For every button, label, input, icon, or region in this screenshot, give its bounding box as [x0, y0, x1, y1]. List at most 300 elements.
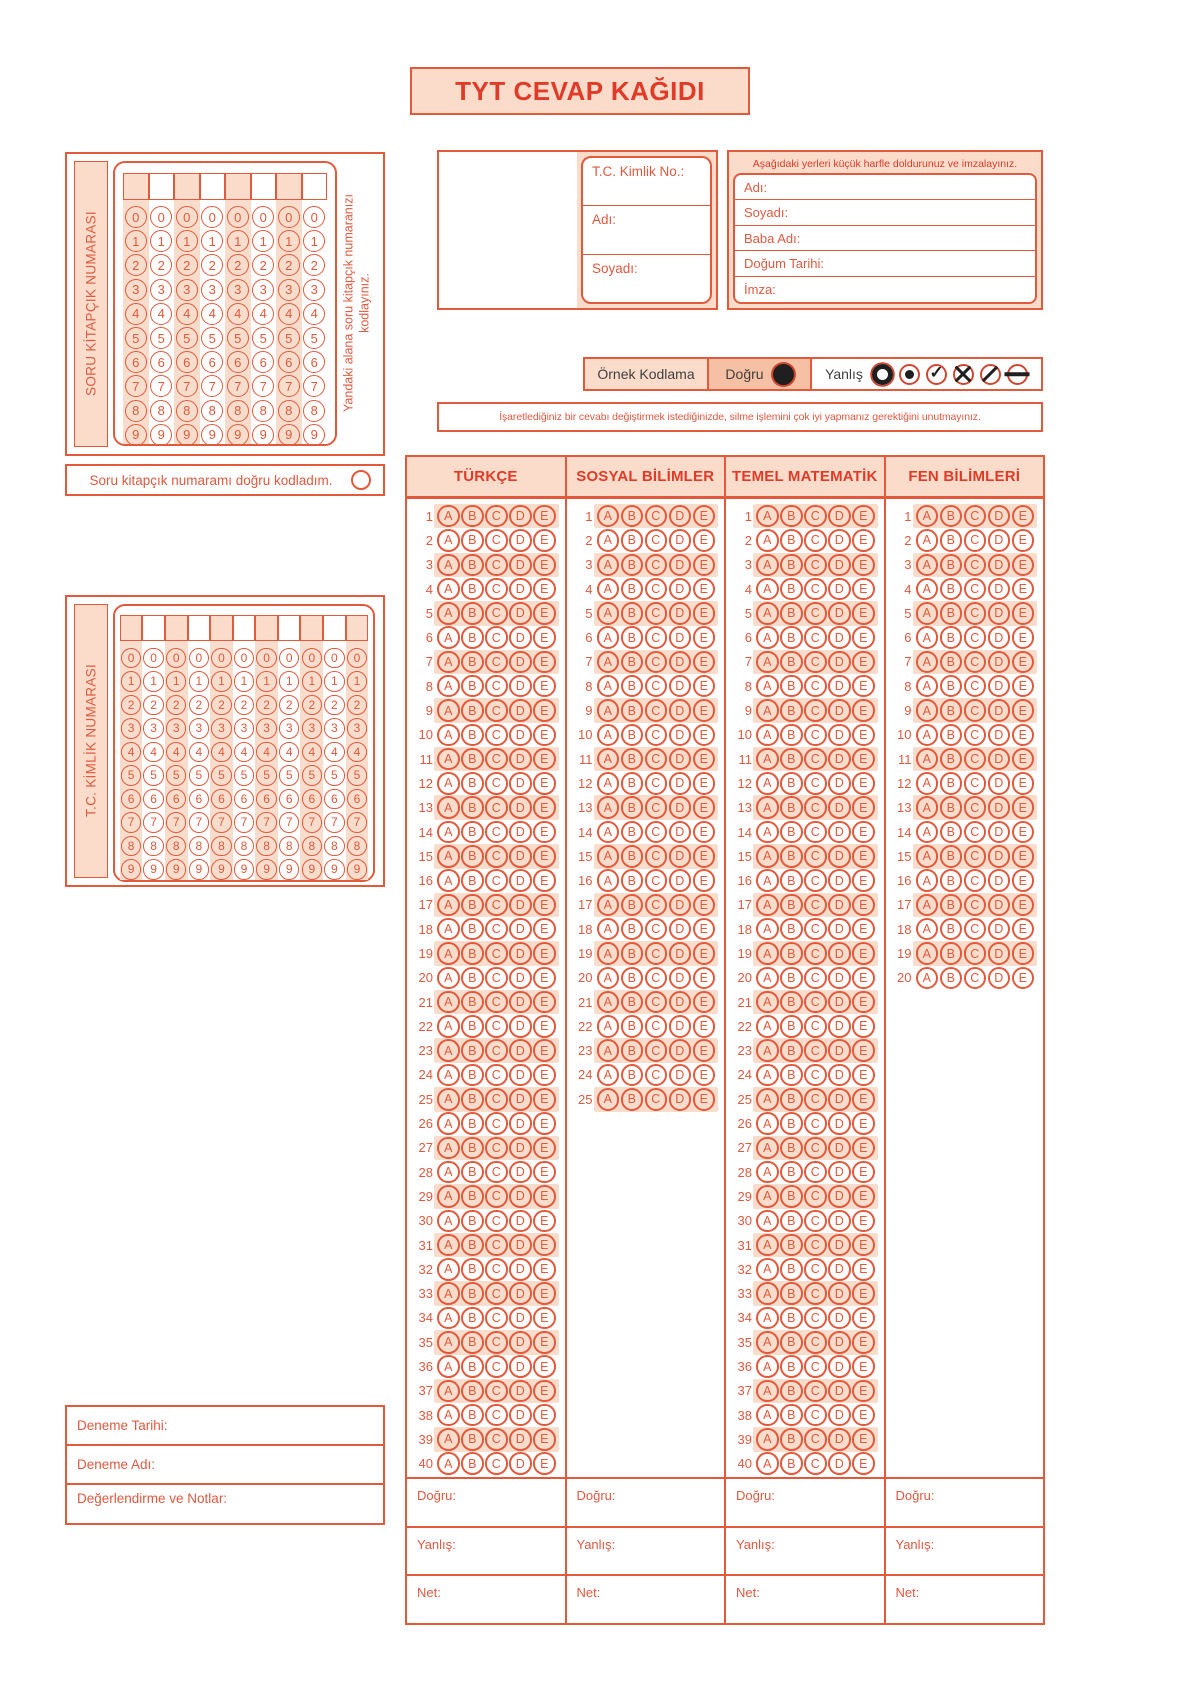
answer-bubble-3-16-E[interactable]: E	[852, 869, 875, 892]
answer-bubble-3-30-D[interactable]: D	[828, 1210, 851, 1233]
tc-id-digit-bubble-6-8[interactable]: 8	[234, 836, 255, 857]
answer-bubble-2-20-E[interactable]: E	[693, 967, 716, 990]
answer-bubble-3-36-C[interactable]: C	[804, 1355, 827, 1378]
answer-bubble-3-1-E[interactable]: E	[852, 505, 875, 528]
answer-bubble-1-34-B[interactable]: B	[461, 1307, 484, 1330]
answer-bubble-1-30-A[interactable]: A	[437, 1210, 460, 1233]
answer-bubble-4-2-E[interactable]: E	[1012, 529, 1035, 552]
answer-bubble-4-16-C[interactable]: C	[964, 869, 987, 892]
answer-bubble-2-2-A[interactable]: A	[597, 529, 620, 552]
tc-id-digit-bubble-1-6[interactable]: 6	[121, 789, 142, 810]
answer-bubble-1-17-A[interactable]: A	[437, 894, 460, 917]
answer-bubble-4-19-D[interactable]: D	[988, 942, 1011, 965]
answer-bubble-3-10-E[interactable]: E	[852, 724, 875, 747]
answer-bubble-4-2-D[interactable]: D	[988, 529, 1011, 552]
answer-bubble-1-15-D[interactable]: D	[509, 845, 532, 868]
answer-bubble-2-8-B[interactable]: B	[621, 675, 644, 698]
answer-bubble-4-1-E[interactable]: E	[1012, 505, 1035, 528]
tc-id-digit-bubble-4-3[interactable]: 3	[189, 718, 210, 739]
answer-bubble-2-4-B[interactable]: B	[621, 578, 644, 601]
answer-bubble-4-20-B[interactable]: B	[940, 967, 963, 990]
tc-id-digit-bubble-11-5[interactable]: 5	[347, 765, 368, 786]
booklet-digit-bubble-2-3[interactable]: 3	[150, 279, 172, 301]
answer-bubble-3-23-D[interactable]: D	[828, 1039, 851, 1062]
answer-bubble-2-7-D[interactable]: D	[669, 651, 692, 674]
tc-id-digit-bubble-1-2[interactable]: 2	[121, 695, 142, 716]
answer-bubble-3-29-B[interactable]: B	[780, 1185, 803, 1208]
tc-id-digit-bubble-6-7[interactable]: 7	[234, 812, 255, 833]
answer-bubble-2-21-E[interactable]: E	[693, 991, 716, 1014]
answer-bubble-4-8-B[interactable]: B	[940, 675, 963, 698]
answer-bubble-3-19-B[interactable]: B	[780, 942, 803, 965]
answer-bubble-2-4-A[interactable]: A	[597, 578, 620, 601]
answer-bubble-4-5-D[interactable]: D	[988, 602, 1011, 625]
answer-bubble-1-34-E[interactable]: E	[533, 1307, 556, 1330]
answer-bubble-3-8-B[interactable]: B	[780, 675, 803, 698]
answer-bubble-3-17-E[interactable]: E	[852, 894, 875, 917]
answer-bubble-2-1-E[interactable]: E	[693, 505, 716, 528]
answer-bubble-1-11-C[interactable]: C	[485, 748, 508, 771]
answer-bubble-4-12-B[interactable]: B	[940, 772, 963, 795]
answer-bubble-3-20-E[interactable]: E	[852, 967, 875, 990]
answer-bubble-4-20-A[interactable]: A	[916, 967, 939, 990]
answer-bubble-4-2-A[interactable]: A	[916, 529, 939, 552]
tc-id-digit-bubble-7-1[interactable]: 1	[256, 671, 277, 692]
answer-bubble-1-5-A[interactable]: A	[437, 602, 460, 625]
answer-bubble-3-16-D[interactable]: D	[828, 869, 851, 892]
answer-bubble-1-31-B[interactable]: B	[461, 1234, 484, 1257]
answer-bubble-4-5-A[interactable]: A	[916, 602, 939, 625]
answer-bubble-2-20-C[interactable]: C	[645, 967, 668, 990]
answer-bubble-2-5-A[interactable]: A	[597, 602, 620, 625]
answer-bubble-1-22-E[interactable]: E	[533, 1015, 556, 1038]
answer-bubble-3-17-B[interactable]: B	[780, 894, 803, 917]
booklet-digit-bubble-8-3[interactable]: 3	[303, 279, 325, 301]
answer-bubble-2-14-E[interactable]: E	[693, 821, 716, 844]
answer-bubble-2-23-D[interactable]: D	[669, 1039, 692, 1062]
answer-bubble-3-35-B[interactable]: B	[780, 1331, 803, 1354]
answer-bubble-2-10-B[interactable]: B	[621, 724, 644, 747]
answer-bubble-2-8-A[interactable]: A	[597, 675, 620, 698]
answer-bubble-1-16-D[interactable]: D	[509, 869, 532, 892]
answer-bubble-2-5-B[interactable]: B	[621, 602, 644, 625]
answer-bubble-1-24-E[interactable]: E	[533, 1064, 556, 1087]
answer-bubble-3-2-C[interactable]: C	[804, 529, 827, 552]
answer-bubble-3-18-C[interactable]: C	[804, 918, 827, 941]
answer-bubble-1-33-B[interactable]: B	[461, 1282, 484, 1305]
answer-bubble-3-34-B[interactable]: B	[780, 1307, 803, 1330]
tc-id-digit-bubble-11-3[interactable]: 3	[347, 718, 368, 739]
answer-bubble-1-27-E[interactable]: E	[533, 1137, 556, 1160]
answer-bubble-4-7-E[interactable]: E	[1012, 651, 1035, 674]
answer-bubble-3-26-C[interactable]: C	[804, 1112, 827, 1135]
tc-id-digit-bubble-11-1[interactable]: 1	[347, 671, 368, 692]
answer-bubble-3-14-B[interactable]: B	[780, 821, 803, 844]
booklet-write-box-8[interactable]	[302, 173, 328, 200]
id-field-3[interactable]: Soyadı:	[592, 260, 638, 276]
answer-bubble-3-32-A[interactable]: A	[756, 1258, 779, 1281]
answer-bubble-2-3-C[interactable]: C	[645, 554, 668, 577]
answer-bubble-3-27-B[interactable]: B	[780, 1137, 803, 1160]
answer-bubble-4-3-B[interactable]: B	[940, 554, 963, 577]
answer-bubble-3-26-B[interactable]: B	[780, 1112, 803, 1135]
tc-id-digit-bubble-4-4[interactable]: 4	[189, 742, 210, 763]
answer-bubble-3-18-A[interactable]: A	[756, 918, 779, 941]
answer-bubble-3-17-C[interactable]: C	[804, 894, 827, 917]
answer-bubble-1-31-C[interactable]: C	[485, 1234, 508, 1257]
tc-id-digit-bubble-5-1[interactable]: 1	[211, 671, 232, 692]
answer-bubble-2-10-A[interactable]: A	[597, 724, 620, 747]
answer-bubble-1-22-D[interactable]: D	[509, 1015, 532, 1038]
tc-id-digit-bubble-6-6[interactable]: 6	[234, 789, 255, 810]
answer-bubble-3-37-C[interactable]: C	[804, 1380, 827, 1403]
answer-bubble-4-12-D[interactable]: D	[988, 772, 1011, 795]
answer-bubble-2-15-E[interactable]: E	[693, 845, 716, 868]
booklet-digit-bubble-8-7[interactable]: 7	[303, 375, 325, 397]
answer-bubble-1-20-B[interactable]: B	[461, 967, 484, 990]
tc-id-write-box-8[interactable]	[278, 615, 301, 641]
answer-bubble-3-9-A[interactable]: A	[756, 699, 779, 722]
answer-bubble-3-30-B[interactable]: B	[780, 1210, 803, 1233]
answer-bubble-3-4-D[interactable]: D	[828, 578, 851, 601]
answer-bubble-1-7-C[interactable]: C	[485, 651, 508, 674]
answer-bubble-4-6-E[interactable]: E	[1012, 626, 1035, 649]
answer-bubble-3-35-E[interactable]: E	[852, 1331, 875, 1354]
answer-bubble-1-29-A[interactable]: A	[437, 1185, 460, 1208]
answer-bubble-3-32-C[interactable]: C	[804, 1258, 827, 1281]
answer-bubble-1-16-B[interactable]: B	[461, 869, 484, 892]
tc-id-digit-bubble-8-8[interactable]: 8	[279, 836, 300, 857]
answer-bubble-2-13-E[interactable]: E	[693, 796, 716, 819]
answer-bubble-2-21-A[interactable]: A	[597, 991, 620, 1014]
answer-bubble-3-28-D[interactable]: D	[828, 1161, 851, 1184]
answer-bubble-1-13-E[interactable]: E	[533, 796, 556, 819]
booklet-digit-bubble-5-6[interactable]: 6	[227, 351, 249, 373]
tc-id-write-box-4[interactable]	[188, 615, 211, 641]
answer-bubble-1-10-B[interactable]: B	[461, 724, 484, 747]
answer-bubble-1-35-D[interactable]: D	[509, 1331, 532, 1354]
answer-bubble-2-2-C[interactable]: C	[645, 529, 668, 552]
answer-bubble-3-12-C[interactable]: C	[804, 772, 827, 795]
answer-bubble-3-20-C[interactable]: C	[804, 967, 827, 990]
answer-bubble-3-24-C[interactable]: C	[804, 1064, 827, 1087]
answer-bubble-3-39-C[interactable]: C	[804, 1428, 827, 1451]
answer-bubble-3-1-D[interactable]: D	[828, 505, 851, 528]
tc-id-digit-bubble-9-5[interactable]: 5	[302, 765, 323, 786]
answer-bubble-1-8-A[interactable]: A	[437, 675, 460, 698]
answer-bubble-1-15-B[interactable]: B	[461, 845, 484, 868]
answer-bubble-2-23-B[interactable]: B	[621, 1039, 644, 1062]
answer-bubble-1-40-C[interactable]: C	[485, 1452, 508, 1475]
answer-bubble-1-20-D[interactable]: D	[509, 967, 532, 990]
answer-bubble-1-1-C[interactable]: C	[485, 505, 508, 528]
answer-bubble-1-40-A[interactable]: A	[437, 1452, 460, 1475]
id-field-1[interactable]: T.C. Kimlik No.:	[583, 158, 710, 206]
booklet-write-box-4[interactable]	[200, 173, 226, 200]
answer-bubble-1-38-B[interactable]: B	[461, 1404, 484, 1427]
answer-bubble-1-6-E[interactable]: E	[533, 626, 556, 649]
answer-bubble-2-5-E[interactable]: E	[693, 602, 716, 625]
answer-bubble-3-15-D[interactable]: D	[828, 845, 851, 868]
booklet-digit-bubble-2-2[interactable]: 2	[150, 254, 172, 276]
answer-bubble-2-16-D[interactable]: D	[669, 869, 692, 892]
answer-bubble-3-25-C[interactable]: C	[804, 1088, 827, 1111]
answer-bubble-3-18-D[interactable]: D	[828, 918, 851, 941]
answer-bubble-1-9-E[interactable]: E	[533, 699, 556, 722]
answer-bubble-3-22-C[interactable]: C	[804, 1015, 827, 1038]
tc-id-digit-bubble-5-6[interactable]: 6	[211, 789, 232, 810]
tc-id-digit-bubble-2-5[interactable]: 5	[143, 765, 164, 786]
answer-bubble-2-21-B[interactable]: B	[621, 991, 644, 1014]
answer-bubble-3-39-E[interactable]: E	[852, 1428, 875, 1451]
id-field-2[interactable]: Adı:	[583, 206, 710, 254]
evaluation-row-2[interactable]: Deneme Adı:	[67, 1446, 383, 1485]
answer-bubble-3-5-B[interactable]: B	[780, 602, 803, 625]
answer-bubble-3-24-A[interactable]: A	[756, 1064, 779, 1087]
booklet-digit-bubble-8-5[interactable]: 5	[303, 327, 325, 349]
answer-bubble-1-5-B[interactable]: B	[461, 602, 484, 625]
answer-bubble-1-36-D[interactable]: D	[509, 1355, 532, 1378]
answer-bubble-3-37-B[interactable]: B	[780, 1380, 803, 1403]
answer-bubble-3-16-C[interactable]: C	[804, 869, 827, 892]
answer-bubble-1-21-B[interactable]: B	[461, 991, 484, 1014]
answer-bubble-1-28-E[interactable]: E	[533, 1161, 556, 1184]
answer-bubble-4-17-A[interactable]: A	[916, 894, 939, 917]
answer-bubble-2-15-B[interactable]: B	[621, 845, 644, 868]
answer-bubble-1-8-E[interactable]: E	[533, 675, 556, 698]
answer-bubble-3-12-E[interactable]: E	[852, 772, 875, 795]
answer-bubble-1-20-E[interactable]: E	[533, 967, 556, 990]
answer-bubble-4-18-C[interactable]: C	[964, 918, 987, 941]
answer-bubble-3-1-C[interactable]: C	[804, 505, 827, 528]
booklet-digit-bubble-1-4[interactable]: 4	[125, 303, 147, 325]
answer-bubble-4-1-A[interactable]: A	[916, 505, 939, 528]
tc-id-digit-bubble-9-3[interactable]: 3	[302, 718, 323, 739]
answer-bubble-3-32-E[interactable]: E	[852, 1258, 875, 1281]
booklet-digit-bubble-6-2[interactable]: 2	[252, 254, 274, 276]
answer-bubble-4-3-C[interactable]: C	[964, 554, 987, 577]
answer-bubble-2-22-A[interactable]: A	[597, 1015, 620, 1038]
answer-bubble-3-24-B[interactable]: B	[780, 1064, 803, 1087]
booklet-digit-bubble-5-8[interactable]: 8	[227, 400, 249, 422]
answer-bubble-2-2-E[interactable]: E	[693, 529, 716, 552]
answer-bubble-4-16-B[interactable]: B	[940, 869, 963, 892]
answer-bubble-4-19-B[interactable]: B	[940, 942, 963, 965]
answer-bubble-1-1-B[interactable]: B	[461, 505, 484, 528]
answer-bubble-4-1-C[interactable]: C	[964, 505, 987, 528]
answer-bubble-2-6-C[interactable]: C	[645, 626, 668, 649]
booklet-digit-bubble-8-0[interactable]: 0	[303, 206, 325, 228]
answer-bubble-2-13-D[interactable]: D	[669, 796, 692, 819]
tc-id-digit-bubble-5-4[interactable]: 4	[211, 742, 232, 763]
booklet-digit-bubble-6-6[interactable]: 6	[252, 351, 274, 373]
answer-bubble-1-37-B[interactable]: B	[461, 1380, 484, 1403]
tc-id-write-box-11[interactable]	[346, 615, 369, 641]
answer-bubble-3-15-C[interactable]: C	[804, 845, 827, 868]
booklet-digit-bubble-4-7[interactable]: 7	[201, 375, 223, 397]
answer-bubble-3-19-A[interactable]: A	[756, 942, 779, 965]
answer-bubble-2-8-E[interactable]: E	[693, 675, 716, 698]
tc-id-digit-bubble-3-6[interactable]: 6	[166, 789, 187, 810]
booklet-digit-bubble-1-8[interactable]: 8	[125, 400, 147, 422]
answer-bubble-1-15-A[interactable]: A	[437, 845, 460, 868]
booklet-write-box-7[interactable]	[276, 173, 302, 200]
answer-bubble-1-37-C[interactable]: C	[485, 1380, 508, 1403]
answer-bubble-1-38-D[interactable]: D	[509, 1404, 532, 1427]
booklet-digit-bubble-4-6[interactable]: 6	[201, 351, 223, 373]
booklet-digit-bubble-8-8[interactable]: 8	[303, 400, 325, 422]
answer-bubble-1-34-D[interactable]: D	[509, 1307, 532, 1330]
answer-bubble-3-5-C[interactable]: C	[804, 602, 827, 625]
answer-bubble-4-2-C[interactable]: C	[964, 529, 987, 552]
answer-bubble-4-14-B[interactable]: B	[940, 821, 963, 844]
answer-bubble-2-16-E[interactable]: E	[693, 869, 716, 892]
answer-bubble-3-36-B[interactable]: B	[780, 1355, 803, 1378]
answer-bubble-3-15-A[interactable]: A	[756, 845, 779, 868]
tc-id-write-box-2[interactable]	[142, 615, 165, 641]
answer-bubble-1-2-A[interactable]: A	[437, 529, 460, 552]
score-cell-2-3[interactable]	[567, 1576, 725, 1623]
answer-bubble-4-13-D[interactable]: D	[988, 796, 1011, 819]
answer-bubble-2-11-C[interactable]: C	[645, 748, 668, 771]
handwriting-field-3[interactable]: Baba Adı:	[735, 226, 1035, 251]
answer-bubble-4-8-C[interactable]: C	[964, 675, 987, 698]
tc-id-digit-bubble-7-5[interactable]: 5	[256, 765, 277, 786]
answer-bubble-3-13-B[interactable]: B	[780, 796, 803, 819]
answer-bubble-1-24-A[interactable]: A	[437, 1064, 460, 1087]
tc-id-digit-bubble-2-0[interactable]: 0	[143, 648, 164, 669]
answer-bubble-1-25-D[interactable]: D	[509, 1088, 532, 1111]
answer-bubble-2-7-C[interactable]: C	[645, 651, 668, 674]
answer-bubble-4-8-A[interactable]: A	[916, 675, 939, 698]
answer-bubble-1-39-D[interactable]: D	[509, 1428, 532, 1451]
answer-bubble-3-13-C[interactable]: C	[804, 796, 827, 819]
tc-id-digit-bubble-10-4[interactable]: 4	[324, 742, 345, 763]
answer-bubble-1-19-E[interactable]: E	[533, 942, 556, 965]
answer-bubble-2-20-B[interactable]: B	[621, 967, 644, 990]
tc-id-digit-bubble-2-3[interactable]: 3	[143, 718, 164, 739]
tc-id-write-box-9[interactable]	[300, 615, 323, 641]
answer-bubble-3-7-B[interactable]: B	[780, 651, 803, 674]
answer-bubble-1-24-C[interactable]: C	[485, 1064, 508, 1087]
tc-id-digit-bubble-1-5[interactable]: 5	[121, 765, 142, 786]
tc-id-digit-bubble-3-8[interactable]: 8	[166, 836, 187, 857]
tc-id-digit-bubble-9-9[interactable]: 9	[302, 859, 323, 880]
answer-bubble-3-21-A[interactable]: A	[756, 991, 779, 1014]
answer-bubble-2-23-A[interactable]: A	[597, 1039, 620, 1062]
booklet-digit-bubble-4-3[interactable]: 3	[201, 279, 223, 301]
booklet-digit-bubble-5-7[interactable]: 7	[227, 375, 249, 397]
answer-bubble-3-40-D[interactable]: D	[828, 1452, 851, 1475]
tc-id-digit-bubble-3-7[interactable]: 7	[166, 812, 187, 833]
answer-bubble-3-33-A[interactable]: A	[756, 1282, 779, 1305]
answer-bubble-1-21-D[interactable]: D	[509, 991, 532, 1014]
booklet-digit-bubble-6-9[interactable]: 9	[252, 424, 274, 446]
tc-id-digit-bubble-11-9[interactable]: 9	[347, 859, 368, 880]
answer-bubble-1-6-B[interactable]: B	[461, 626, 484, 649]
answer-bubble-1-35-E[interactable]: E	[533, 1331, 556, 1354]
answer-bubble-3-6-E[interactable]: E	[852, 626, 875, 649]
booklet-digit-bubble-7-9[interactable]: 9	[278, 424, 300, 446]
answer-bubble-1-5-E[interactable]: E	[533, 602, 556, 625]
booklet-digit-bubble-3-2[interactable]: 2	[176, 254, 198, 276]
answer-bubble-3-38-B[interactable]: B	[780, 1404, 803, 1427]
answer-bubble-3-4-E[interactable]: E	[852, 578, 875, 601]
answer-bubble-3-35-A[interactable]: A	[756, 1331, 779, 1354]
answer-bubble-1-10-C[interactable]: C	[485, 724, 508, 747]
tc-id-digit-bubble-8-2[interactable]: 2	[279, 695, 300, 716]
answer-bubble-2-23-C[interactable]: C	[645, 1039, 668, 1062]
answer-bubble-4-7-D[interactable]: D	[988, 651, 1011, 674]
answer-bubble-1-9-D[interactable]: D	[509, 699, 532, 722]
answer-bubble-2-6-E[interactable]: E	[693, 626, 716, 649]
answer-bubble-4-19-E[interactable]: E	[1012, 942, 1035, 965]
answer-bubble-1-38-C[interactable]: C	[485, 1404, 508, 1427]
answer-bubble-1-8-C[interactable]: C	[485, 675, 508, 698]
answer-bubble-1-2-B[interactable]: B	[461, 529, 484, 552]
answer-bubble-3-21-D[interactable]: D	[828, 991, 851, 1014]
answer-bubble-3-23-A[interactable]: A	[756, 1039, 779, 1062]
answer-bubble-3-15-B[interactable]: B	[780, 845, 803, 868]
answer-bubble-3-19-D[interactable]: D	[828, 942, 851, 965]
answer-bubble-1-28-B[interactable]: B	[461, 1161, 484, 1184]
answer-bubble-1-39-E[interactable]: E	[533, 1428, 556, 1451]
answer-bubble-3-11-C[interactable]: C	[804, 748, 827, 771]
answer-bubble-3-22-E[interactable]: E	[852, 1015, 875, 1038]
tc-id-digit-bubble-5-7[interactable]: 7	[211, 812, 232, 833]
score-cell-1-2[interactable]	[407, 1528, 565, 1577]
tc-id-digit-bubble-4-5[interactable]: 5	[189, 765, 210, 786]
answer-bubble-3-28-C[interactable]: C	[804, 1161, 827, 1184]
answer-bubble-4-1-D[interactable]: D	[988, 505, 1011, 528]
answer-bubble-3-21-B[interactable]: B	[780, 991, 803, 1014]
answer-bubble-4-15-C[interactable]: C	[964, 845, 987, 868]
booklet-digit-bubble-6-0[interactable]: 0	[252, 206, 274, 228]
tc-id-digit-bubble-7-4[interactable]: 4	[256, 742, 277, 763]
answer-bubble-1-8-D[interactable]: D	[509, 675, 532, 698]
answer-bubble-1-19-B[interactable]: B	[461, 942, 484, 965]
answer-bubble-4-8-D[interactable]: D	[988, 675, 1011, 698]
tc-id-digit-bubble-1-8[interactable]: 8	[121, 836, 142, 857]
answer-bubble-1-33-C[interactable]: C	[485, 1282, 508, 1305]
answer-bubble-1-39-A[interactable]: A	[437, 1428, 460, 1451]
answer-bubble-1-27-A[interactable]: A	[437, 1137, 460, 1160]
booklet-digit-bubble-1-3[interactable]: 3	[125, 279, 147, 301]
answer-bubble-4-19-A[interactable]: A	[916, 942, 939, 965]
evaluation-row-3[interactable]: Değerlendirme ve Notlar:	[77, 1491, 228, 1506]
answer-bubble-3-3-A[interactable]: A	[756, 554, 779, 577]
answer-bubble-1-34-C[interactable]: C	[485, 1307, 508, 1330]
tc-id-digit-bubble-5-3[interactable]: 3	[211, 718, 232, 739]
answer-bubble-1-26-B[interactable]: B	[461, 1112, 484, 1135]
tc-id-digit-bubble-7-6[interactable]: 6	[256, 789, 277, 810]
answer-bubble-4-6-B[interactable]: B	[940, 626, 963, 649]
answer-bubble-4-1-B[interactable]: B	[940, 505, 963, 528]
answer-bubble-1-21-C[interactable]: C	[485, 991, 508, 1014]
answer-bubble-4-12-E[interactable]: E	[1012, 772, 1035, 795]
answer-bubble-3-29-A[interactable]: A	[756, 1185, 779, 1208]
booklet-digit-bubble-3-1[interactable]: 1	[176, 230, 198, 252]
answer-bubble-1-3-E[interactable]: E	[533, 554, 556, 577]
tc-id-digit-bubble-10-6[interactable]: 6	[324, 789, 345, 810]
answer-bubble-3-16-A[interactable]: A	[756, 869, 779, 892]
answer-bubble-1-31-E[interactable]: E	[533, 1234, 556, 1257]
answer-bubble-3-9-B[interactable]: B	[780, 699, 803, 722]
booklet-digit-bubble-6-4[interactable]: 4	[252, 303, 274, 325]
answer-bubble-3-38-C[interactable]: C	[804, 1404, 827, 1427]
answer-bubble-1-7-A[interactable]: A	[437, 651, 460, 674]
answer-bubble-4-5-B[interactable]: B	[940, 602, 963, 625]
